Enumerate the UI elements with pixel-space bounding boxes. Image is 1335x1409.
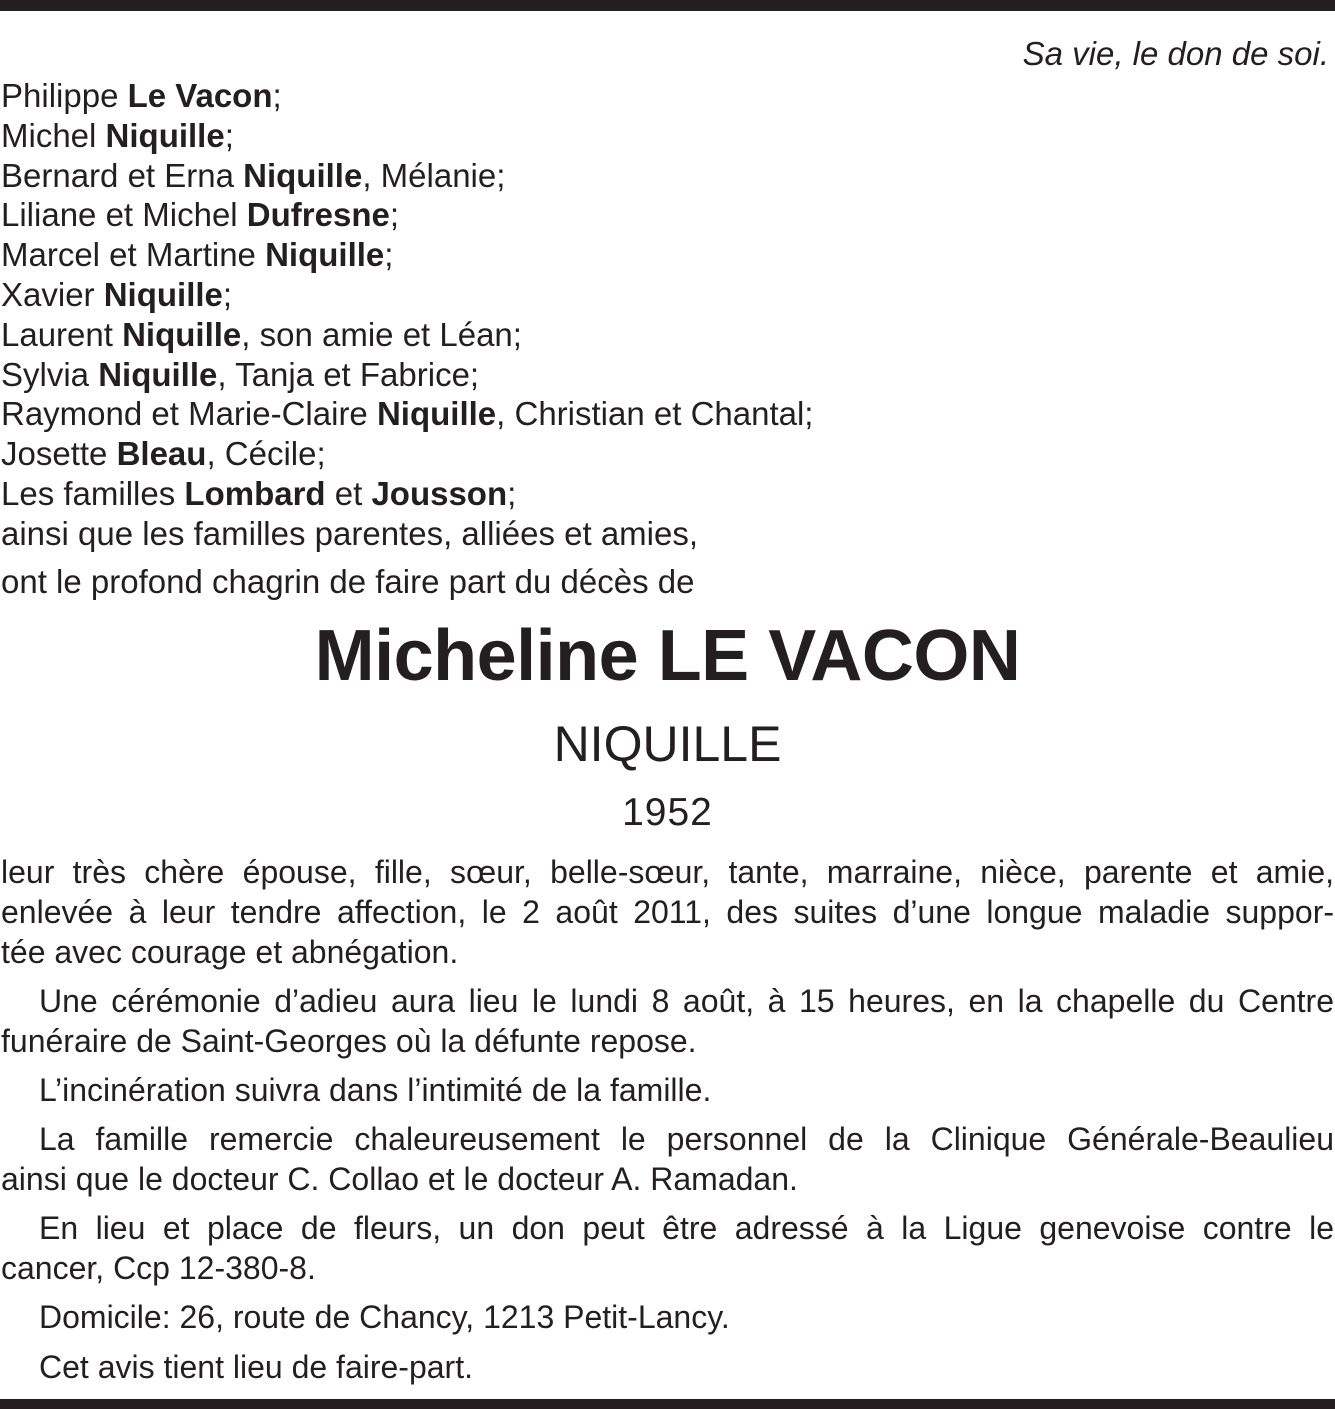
mourner-surname: Niquille (105, 116, 225, 154)
mourner-line (1, 474, 813, 514)
mourner-line (1, 514, 813, 554)
mourner-given-names: Michel (1, 116, 106, 154)
body-line: L’incinération suivra dans l’intimité de la famille. (39, 1071, 712, 1108)
mourner-suffix: , Tanja et Fabrice; (217, 355, 480, 393)
motto: Sa vie, le don de soi. (1022, 35, 1329, 72)
body-line: leur très chère épouse, fille, sœur, belle-sœur, tante, marraine, nièce, parente et amie, (1, 854, 1334, 890)
mourner-given-names: Liliane et Michel (1, 196, 247, 234)
mourner-conjunction: et (325, 474, 372, 512)
mourner-given-names: Bernard et Erna (1, 156, 244, 194)
maiden-name: NIQUILLE (553, 716, 782, 772)
mourner-given-names: Xavier (1, 275, 104, 313)
mourner-suffix: ; (272, 77, 282, 114)
mourner-line (1, 235, 813, 275)
mourner-line (1, 156, 813, 196)
mourner-surname: Le Vacon (127, 77, 273, 114)
mourner-suffix: ; (222, 275, 233, 313)
body-line: Domicile: 26, route de Chancy, 1213 Petit-Lancy. (39, 1299, 730, 1336)
body-line: En lieu et place de fleurs, un don peut être adressé à la Ligue genevoise contre le (39, 1210, 1334, 1247)
mourner-line (1, 315, 813, 355)
mourner-suffix: ; (384, 236, 394, 274)
body-line: tée avec courage et abnégation. (1, 933, 459, 970)
mourner-suffix: ; (389, 196, 400, 234)
mourner-given-names: Sylvia (1, 355, 99, 393)
birth-year: 1952 (622, 791, 713, 834)
mourner-surname: Niquille (98, 355, 218, 393)
mourner-suffix: , Christian et Chantal; (496, 395, 814, 433)
body-line: enlevée à leur tendre affection, le 2 août 2011, des suites d’une longue maladie suppor- (1, 893, 1334, 930)
mourner-surname: Niquille (103, 275, 223, 313)
mourner-surname: Niquille (122, 315, 242, 353)
mourner-line (1, 394, 813, 434)
body-line: Une cérémonie d’adieu aura lieu le lundi 8 août, à 15 heures, en la chapelle du Centre (39, 982, 1334, 1019)
mourner-given-names: Raymond et Marie-Claire (1, 395, 377, 433)
bottom-border-rule (0, 1399, 1335, 1409)
mourner-given-names: Les familles (1, 474, 185, 512)
deceased-name: Micheline LE VACON (314, 616, 1021, 696)
mourner-line (1, 275, 813, 315)
mourner-suffix: ; (224, 116, 234, 154)
announcement-body (1, 853, 1334, 1388)
mourner-surname: Niquille (265, 236, 385, 274)
mourner-line (1, 76, 813, 116)
mourner-given-names: Philippe (1, 77, 128, 114)
mourner-surname: Lombard (184, 474, 326, 512)
body-line: La famille remercie chaleureusement le personnel de la Clinique Générale-Beaulieu (39, 1121, 1334, 1158)
mourner-surname: Niquille (376, 395, 497, 433)
mourner-line (1, 434, 813, 474)
mourner-line (1, 116, 813, 156)
body-line: cancer, Ccp 12-380-8. (1, 1250, 316, 1287)
mourner-surname: Dufresne (246, 196, 390, 234)
mourner-suffix: ; (507, 474, 517, 512)
mourner-suffix: , Cécile; (206, 435, 326, 473)
announcement-intro: ont le profond chagrin de faire part du décès de (1, 563, 695, 600)
mourner-suffix: , Mélanie; (362, 156, 506, 194)
mourner-suffix: , son amie et Léan; (241, 315, 522, 353)
mourner-given-names: Laurent (1, 315, 123, 353)
mourner-given-names: Marcel et Martine (1, 236, 266, 274)
top-border-rule (0, 0, 1335, 11)
mourner-surname: Niquille (243, 156, 363, 194)
mourners-list (1, 76, 813, 554)
mourner-line (1, 355, 813, 395)
mourner-line (1, 195, 813, 235)
mourner-surname: Bleau (116, 435, 207, 473)
body-line: Cet avis tient lieu de faire-part. (39, 1348, 473, 1385)
mourner-given-names: ainsi que les familles parentes, alliées et amies, (1, 514, 699, 552)
mourner-given-names: Josette (1, 435, 117, 473)
mourner-surname: Jousson (371, 474, 508, 512)
body-line: ainsi que le docteur C. Collao et le docteur A. Ramadan. (1, 1161, 798, 1198)
body-line: funéraire de Saint-Georges où la défunte repose. (1, 1022, 697, 1059)
